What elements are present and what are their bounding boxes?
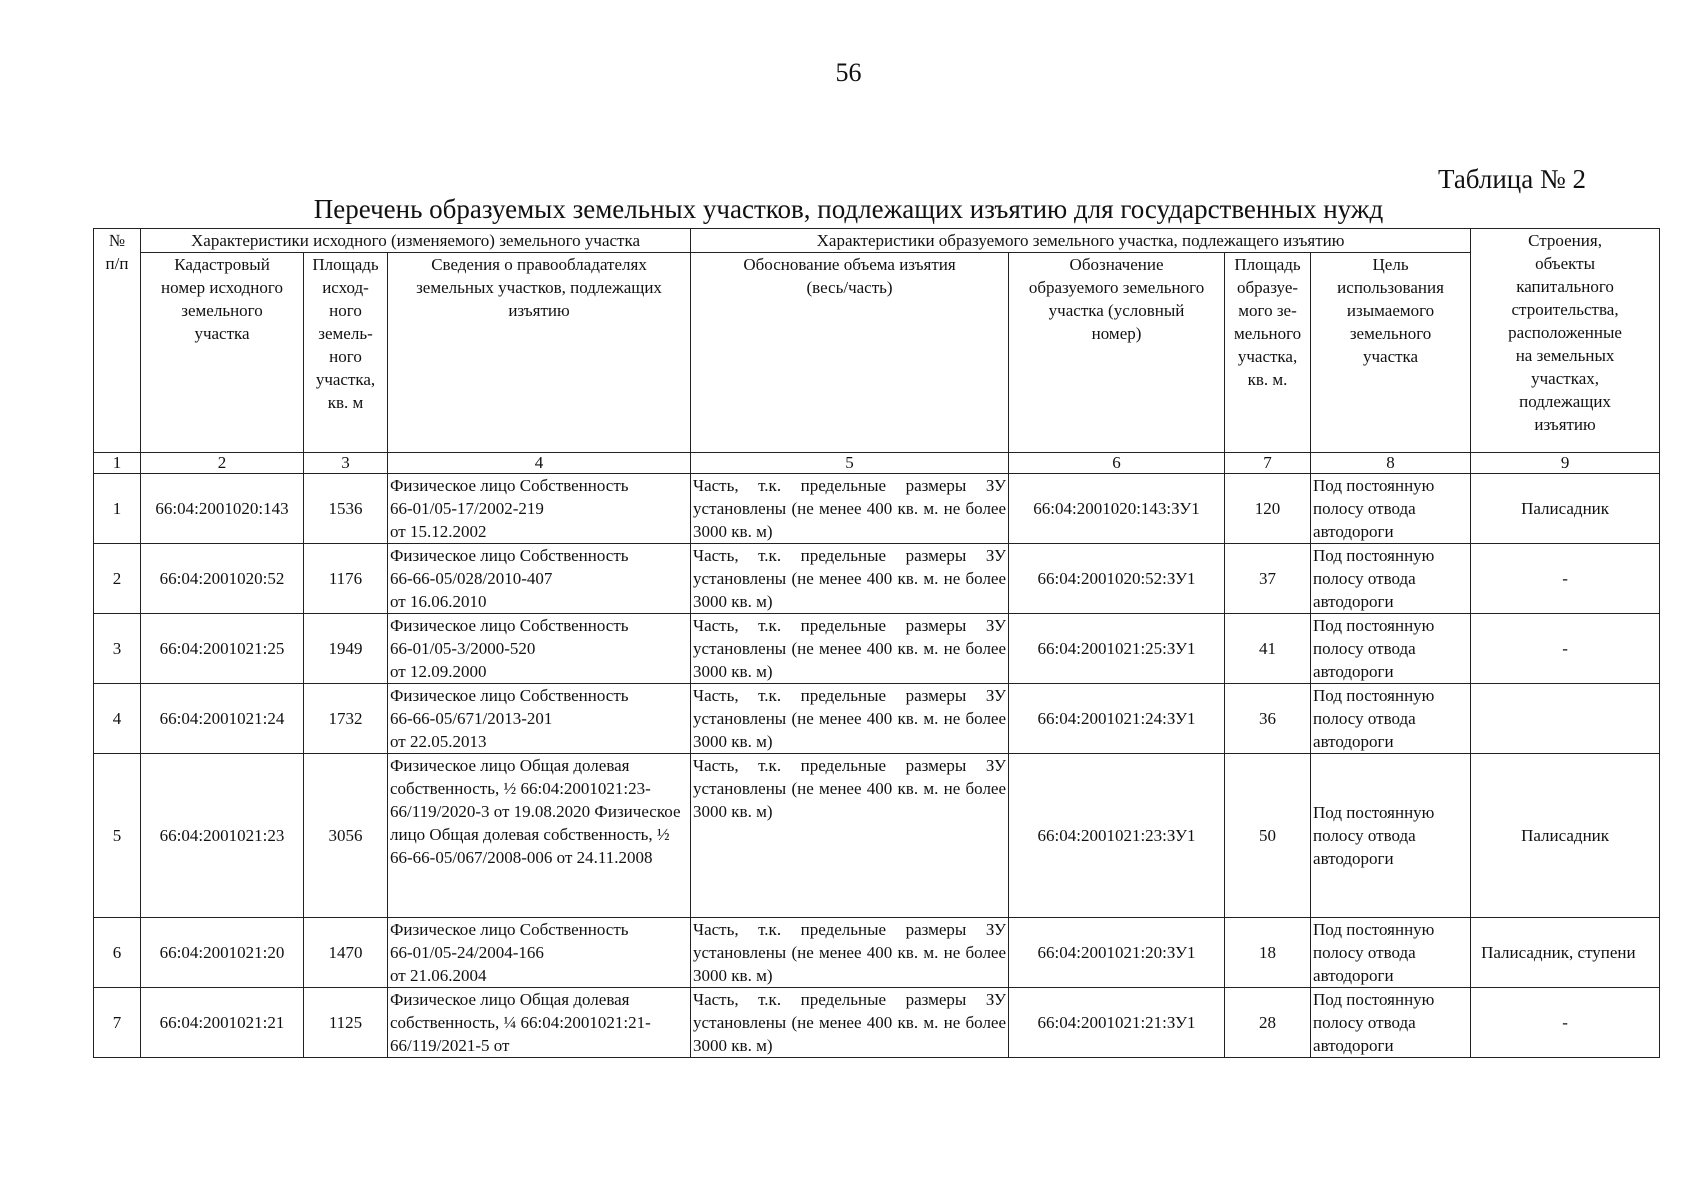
formed-area: 50: [1225, 754, 1311, 918]
buildings: -: [1471, 614, 1660, 684]
table-row: [94, 988, 1660, 1058]
withdrawal-basis: Часть, т.к. предельные размеры ЗУ установлены (не менее 400 кв. м. не более 3000 кв. м): [691, 988, 1009, 1058]
column-number-row: [94, 453, 1660, 474]
formed-area: 120: [1225, 474, 1311, 544]
row-no: 6: [94, 918, 141, 988]
withdrawal-basis: Часть, т.к. предельные размеры ЗУ установлены (не менее 400 кв. м. не более 3000 кв. м): [691, 918, 1009, 988]
owner-info: Физическое лицо Собственность 66-01/05-3/2000-520 от 12.09.2000: [388, 614, 691, 684]
buildings: -: [1471, 988, 1660, 1058]
table-row: [94, 474, 1660, 544]
header-buildings: Строения, объекты капитального строительства, расположенные на земельных участках, подлежащих изъятию: [1471, 229, 1660, 453]
withdrawal-basis: Часть, т.к. предельные размеры ЗУ установлены (не менее 400 кв. м. не более 3000 кв. м): [691, 754, 1009, 918]
plot-designation: 66:04:2001021:25:ЗУ1: [1009, 614, 1225, 684]
withdrawal-basis: Часть, т.к. предельные размеры ЗУ установлены (не менее 400 кв. м. не более 3000 кв. м): [691, 544, 1009, 614]
usage-purpose: Под постоянную полосу отвода автодороги: [1311, 544, 1471, 614]
buildings: [1471, 684, 1660, 754]
column-number: 4: [388, 453, 691, 474]
withdrawal-basis: Часть, т.к. предельные размеры ЗУ установлены (не менее 400 кв. м. не более 3000 кв. м): [691, 684, 1009, 754]
source-area: 1470: [304, 918, 388, 988]
usage-purpose: Под постоянную полосу отвода автодороги: [1311, 474, 1471, 544]
column-number: 8: [1311, 453, 1471, 474]
formed-area: 28: [1225, 988, 1311, 1058]
column-number: 3: [304, 453, 388, 474]
source-area: 1732: [304, 684, 388, 754]
owner-info: Физическое лицо Общая долевая собственность, ¼ 66:04:2001021:21-66/119/2021-5 от: [388, 988, 691, 1058]
table-title: Перечень образуемых земельных участков, подлежащих изъятию для государственных нужд: [313, 194, 1384, 224]
table-row: [94, 918, 1660, 988]
land-plots-table: [93, 228, 1660, 1058]
owner-info: Физическое лицо Собственность 66-66-05/028/2010-407 от 16.06.2010: [388, 544, 691, 614]
plot-designation: 66:04:2001021:23:ЗУ1: [1009, 754, 1225, 918]
plot-designation: 66:04:2001021:24:ЗУ1: [1009, 684, 1225, 754]
row-no: 3: [94, 614, 141, 684]
row-no: 4: [94, 684, 141, 754]
cadastral-number: 66:04:2001021:23: [141, 754, 304, 918]
header-owners: Сведения о правообладателях земельных участков, подлежащих изъятию: [388, 253, 691, 453]
plot-designation: 66:04:2001021:21:ЗУ1: [1009, 988, 1225, 1058]
owner-info: Физическое лицо Собственность 66-66-05/671/2013-201 от 22.05.2013: [388, 684, 691, 754]
header-area-source: Площадь исход- ного земель- ного участка, кв. м: [304, 253, 388, 453]
buildings: -: [1471, 544, 1660, 614]
column-number: 6: [1009, 453, 1225, 474]
withdrawal-basis: Часть, т.к. предельные размеры ЗУ установлены (не менее 400 кв. м. не более 3000 кв. м): [691, 614, 1009, 684]
usage-purpose: Под постоянную полосу отвода автодороги: [1311, 754, 1471, 918]
usage-purpose: Под постоянную полосу отвода автодороги: [1311, 684, 1471, 754]
withdrawal-basis: Часть, т.к. предельные размеры ЗУ установлены (не менее 400 кв. м. не более 3000 кв. м): [691, 474, 1009, 544]
formed-area: 36: [1225, 684, 1311, 754]
header-group-source: Характеристики исходного (изменяемого) земельного участка: [141, 229, 691, 253]
source-area: 1536: [304, 474, 388, 544]
owner-info: Физическое лицо Собственность 66-01/05-17/2002-219 от 15.12.2002: [388, 474, 691, 544]
source-area: 1176: [304, 544, 388, 614]
usage-purpose: Под постоянную полосу отвода автодороги: [1311, 988, 1471, 1058]
plot-designation: 66:04:2001020:143:ЗУ1: [1009, 474, 1225, 544]
source-area: 1949: [304, 614, 388, 684]
header-cadastral: Кадастровый номер исходного земельного участка: [141, 253, 304, 453]
row-no: 2: [94, 544, 141, 614]
cadastral-number: 66:04:2001021:20: [141, 918, 304, 988]
column-number: 9: [1471, 453, 1660, 474]
header-no: № п/п: [94, 229, 141, 453]
formed-area: 37: [1225, 544, 1311, 614]
plot-designation: 66:04:2001021:20:ЗУ1: [1009, 918, 1225, 988]
cadastral-number: 66:04:2001021:21: [141, 988, 304, 1058]
header-group-row: [94, 229, 1660, 253]
header-columns-row: [94, 253, 1660, 453]
buildings: Палисадник, ступени: [1471, 918, 1660, 988]
buildings: Палисадник: [1471, 474, 1660, 544]
header-designation: Обозначение образуемого земельного участка (условный номер): [1009, 253, 1225, 453]
column-number: 7: [1225, 453, 1311, 474]
plot-designation: 66:04:2001020:52:ЗУ1: [1009, 544, 1225, 614]
row-no: 7: [94, 988, 141, 1058]
page-number: 56: [835, 58, 862, 87]
formed-area: 41: [1225, 614, 1311, 684]
cadastral-number: 66:04:2001021:25: [141, 614, 304, 684]
column-number: 2: [141, 453, 304, 474]
column-number: 5: [691, 453, 1009, 474]
cadastral-number: 66:04:2001020:52: [141, 544, 304, 614]
usage-purpose: Под постоянную полосу отвода автодороги: [1311, 918, 1471, 988]
table-row: [94, 614, 1660, 684]
column-number: 1: [94, 453, 141, 474]
table-label: Таблица № 2: [1438, 164, 1586, 194]
buildings: Палисадник: [1471, 754, 1660, 918]
header-area-formed: Площадь образуе- мого зе- мельного участка, кв. м.: [1225, 253, 1311, 453]
row-no: 1: [94, 474, 141, 544]
usage-purpose: Под постоянную полосу отвода автодороги: [1311, 614, 1471, 684]
table-row: [94, 684, 1660, 754]
header-group-formed: Характеристики образуемого земельного участка, подлежащего изъятию: [691, 229, 1471, 253]
owner-info: Физическое лицо Собственность 66-01/05-24/2004-166 от 21.06.2004: [388, 918, 691, 988]
source-area: 3056: [304, 754, 388, 918]
table-row: [94, 754, 1660, 918]
owner-info: Физическое лицо Общая долевая собственность, ½ 66:04:2001021:23-66/119/2020-3 от 19.08.2020 Физическое лицо Общая долевая собственность, ½ 66-66-05/067/2008-006 от 24.11.2008: [388, 754, 691, 918]
cadastral-number: 66:04:2001021:24: [141, 684, 304, 754]
row-no: 5: [94, 754, 141, 918]
source-area: 1125: [304, 988, 388, 1058]
formed-area: 18: [1225, 918, 1311, 988]
header-basis: Обоснование объема изъятия (весь/часть): [691, 253, 1009, 453]
cadastral-number: 66:04:2001020:143: [141, 474, 304, 544]
header-purpose: Цель использования изымаемого земельного участка: [1311, 253, 1471, 453]
table-row: [94, 544, 1660, 614]
